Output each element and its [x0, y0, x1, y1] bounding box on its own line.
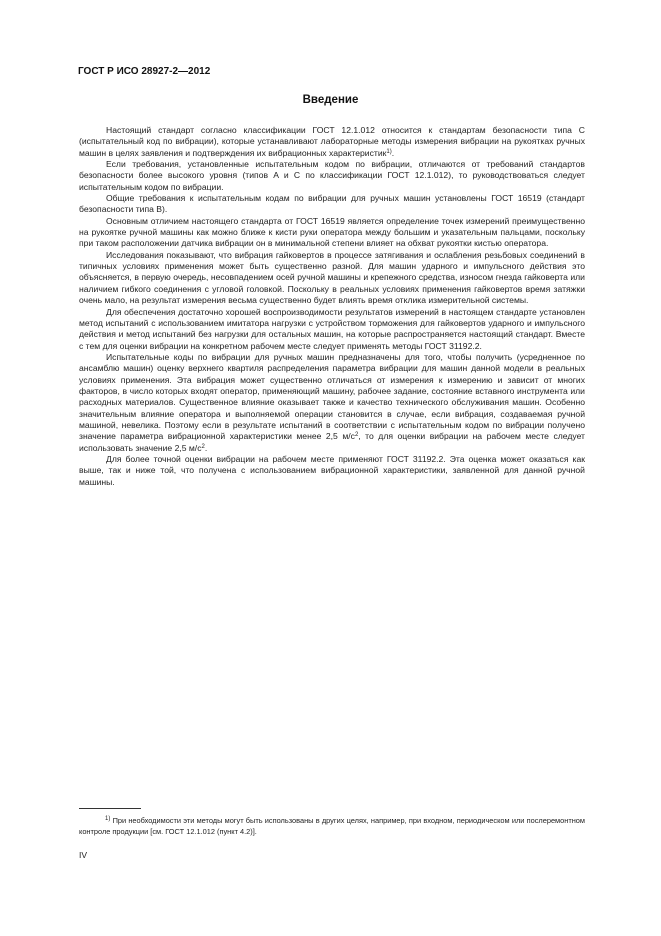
footnote-marker: 1) [105, 816, 111, 822]
section-body [79, 125, 585, 488]
paragraph: Исследования показывают, что вибрация гайковертов в процессе затягивания и ослабления резьбовых соединений в типичных условиях применения может быть существенно разной. Для машин ударного и импульсного действия это объясняется, в первую очередь, несовпадением осей ручной машины и крепежного средства, износом гнезда гайковерта или наличием гибкого соединения с угловой головкой. Поскольку в реальных условиях применения гайковертов время затяжки очень мало, на результат измерения весьма существенно будет влиять время отклика измерительной системы. [79, 249, 585, 306]
page-number: IV [79, 850, 88, 860]
footnote-reference: 1) [386, 148, 392, 155]
paragraph: Основным отличием настоящего стандарта от ГОСТ 16519 является определение точек измерений преимущественно на рукоятке ручной машины как можно ближе к кисти руки оператора между большим и указательным пальцами, поскольку при таком расположении датчика вибрации он в минимальной степени влияет на обхват рукоятки кистью оператора. [79, 215, 585, 249]
paragraph: Общие требования к испытательным кодам по вибрации для ручных машин установлены ГОСТ 16519 (стандарт безопасности типа B). [79, 193, 585, 215]
paragraph: Испытательные коды по вибрации для ручных машин предназначены для того, чтобы получить (усредненное по ансамблю машин) оценку верхнего квартиля распределения параметра вибрации для машин данной модели в реальных условиях применения. Эта вибрация может существенно отличаться от измерения к измерению и зависит от многих факторов, в число которых входят оператор, применяющий машину, рабочее задание, состояние вставного инструмента или расходных материалов. Существенное влияние оказывает также и качество технического обслуживания машин. Особенно значительным влияние оператора и выполняемой операции становится в случае, если вибрация, создаваемая ручной машиной, невелика. Поэтому если в результате испытаний в соответствии с испытательным кодом по вибрации получено значение параметра вибрационной характеристики менее 2,5 $м/с^2$, то для оценки вибрации на рабочем месте следует использовать значение 2,5 $м/с^2$. [79, 351, 585, 453]
section-title: Введение [302, 94, 359, 106]
superscript: 2 [201, 443, 205, 450]
footnote-divider [79, 808, 141, 809]
footnote-text: При необходимости эти методы могут быть использованы в других целях, например, при входном, периодическом или послеремонтном контроле продукции [см. ГОСТ 12.1.012 (пункт 4.2)]. [79, 816, 585, 836]
paragraph: Для более точной оценки вибрации на рабочем месте применяют ГОСТ 31192.2. Эта оценка может оказаться как выше, так и ниже той, что получена с использованием вибрационной характеристики, заявленной для данной ручной машины. [79, 453, 585, 487]
footnote [79, 816, 585, 837]
superscript: 2 [354, 432, 359, 439]
paragraph: Настоящий стандарт согласно классификации ГОСТ 12.1.012 относится к стандартам безопасности типа C (испытательный код по вибрации), которые устанавливают лабораторные методы измерения вибрации на рукоятках ручных машин в целях заявления и подтверждения их вибрационных характеристик$^{1)}$. [79, 125, 585, 158]
paragraph: Для обеспечения достаточно хорошей воспроизводимости результатов измерений в настоящем стандарте установлен метод испытаний с использованием имитатора нагрузки с устройством торможения для гайковертов ударного и импульсного действия и метод испытаний без нагрузки для остальных машин, на которые распространяется настоящий стандарт. Вместе с тем для оценки вибрации на конкретном рабочем месте следует применять методы ГОСТ 31192.2. [79, 306, 585, 351]
paragraph: Если требования, установленные испытательным кодом по вибрации, отличаются от требований стандартов безопасности более высокого уровня (типов A и C по классификации ГОСТ 12.1.012), то руководствоваться следует испытательным кодом по вибрации. [79, 159, 585, 192]
document-header: ГОСТ Р ИСО 28927-2—2012 [78, 66, 211, 77]
